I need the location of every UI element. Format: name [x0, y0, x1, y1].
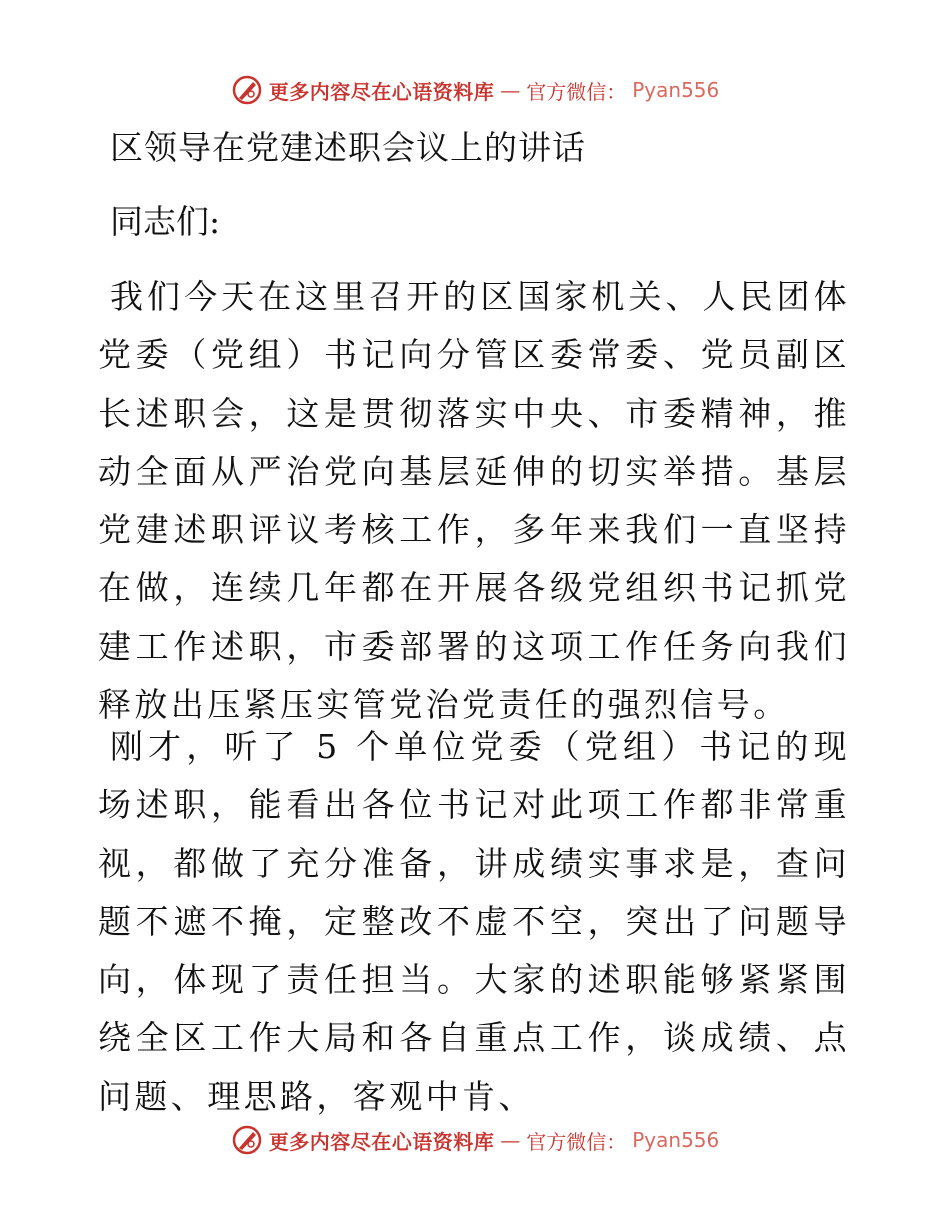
- watermark-contact-label: 官方微信：: [526, 79, 627, 104]
- quill-seal-icon: [231, 74, 263, 106]
- watermark-brand: 更多内容尽在心语资料库: [268, 79, 495, 104]
- watermark-dash: —: [500, 78, 521, 102]
- watermark-banner: [231, 74, 720, 106]
- body-paragraph: 我们今天在这里召开的区国家机关、人民团体党委（党组）书记向分管区委常委、党员副区长述职会，这是贯彻落实中央、市委精神，推动全面从严治党向基层延伸的切实举措。基层党建述职评议考核工作，多年来我们一直坚持在做，连续几年都在开展各级党组织书记抓党建工作述职，市委部署的这项工作任务向我们释放出压紧压实管党治党责任的强烈信号。: [98, 277, 850, 725]
- watermark-brand: 更多内容尽在心语资料库: [268, 1129, 495, 1154]
- quill-seal-icon: [231, 1124, 263, 1156]
- document-title: 区领导在党建述职会议上的讲话: [110, 128, 586, 167]
- footer-watermark: [0, 1120, 950, 1160]
- header-watermark: [0, 70, 950, 110]
- watermark-contact-label: 官方微信：: [526, 1129, 627, 1154]
- watermark-dash: —: [500, 1128, 521, 1152]
- watermark-wechat-id: Pyan556: [632, 78, 720, 102]
- watermark-banner: [231, 1124, 720, 1156]
- salutation: 同志们:: [110, 202, 221, 241]
- watermark-wechat-id: Pyan556: [632, 1128, 720, 1152]
- body-paragraph: 刚才，听了 5 个单位党委（党组）书记的现场述职，能看出各位书记对此项工作都非常重视，都做了充分准备，讲成绩实事求是，查问题不遮不掩，定整改不虚不空，突出了问题导向，体现了责任担当。大家的述职能够紧紧围绕全区工作大局和各自重点工作，谈成绩、点问题、理思路，客观中肯、: [98, 727, 850, 1116]
